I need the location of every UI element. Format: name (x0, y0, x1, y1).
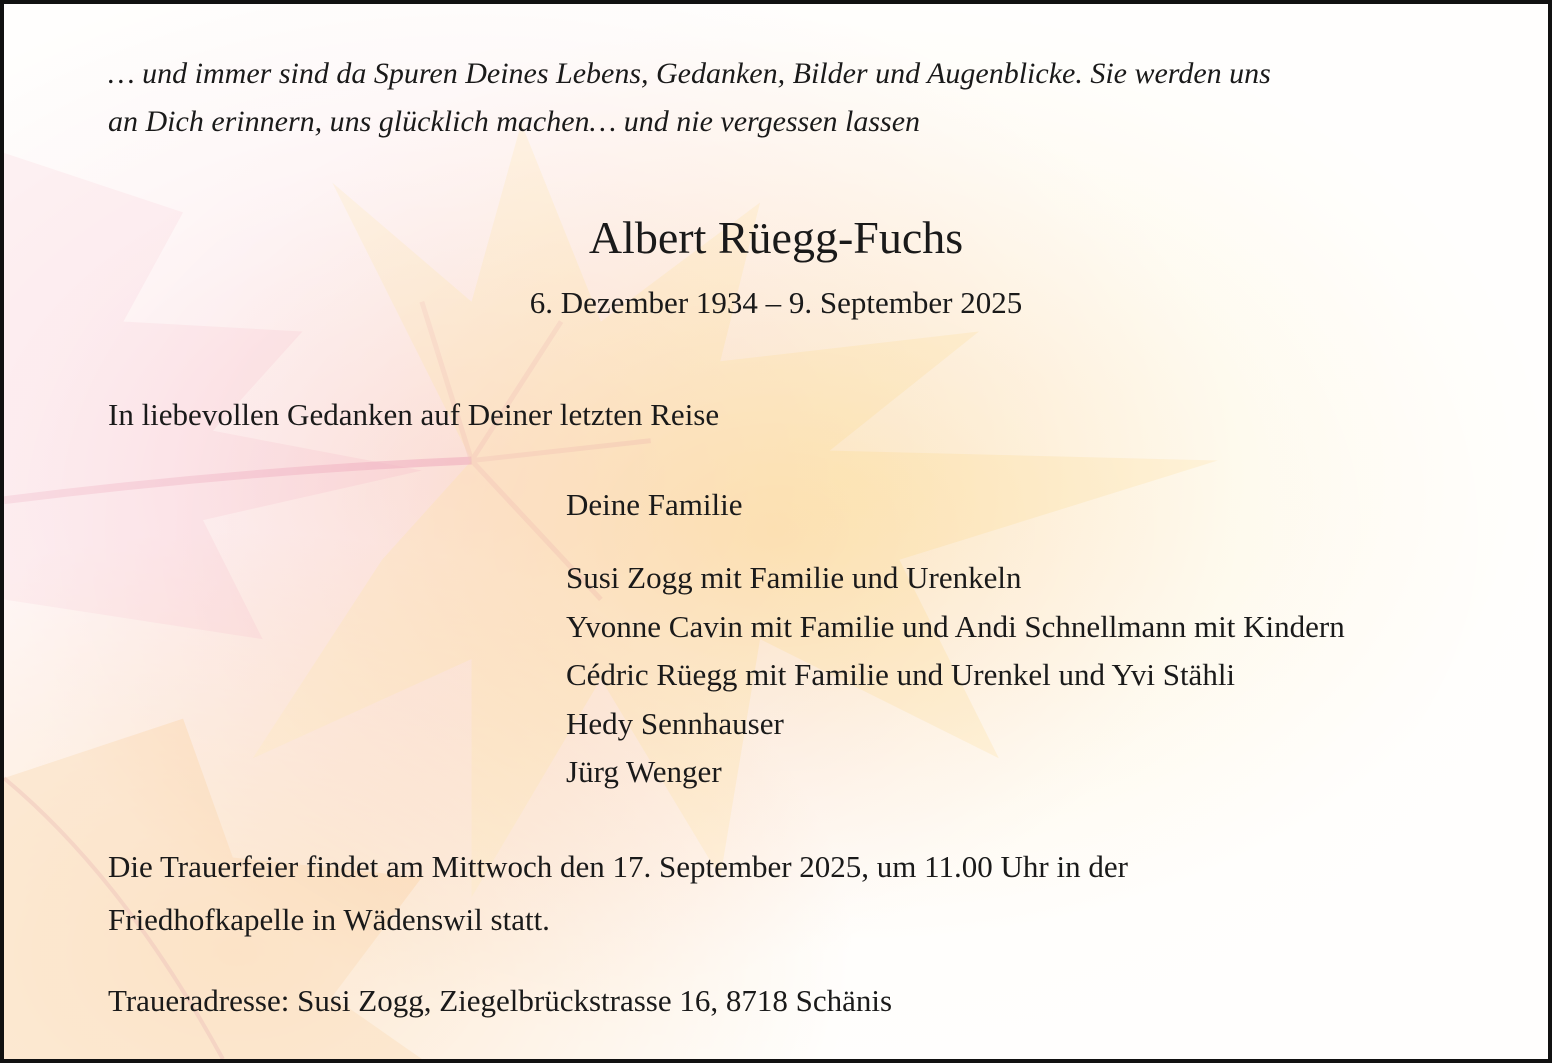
family-member: Susi Zogg mit Familie und Urenkeln (566, 560, 1022, 595)
funeral-service-line: Friedhofkapelle in Wädenswil statt. (108, 902, 550, 937)
life-dates: 6. Dezember 1934 – 9. September 2025 (529, 285, 1023, 320)
memorial-quote-line: an Dich erinnern, uns glücklich machen… und nie vergessen lassen (108, 105, 921, 138)
intro-text: In liebevollen Gedanken auf Deiner letzten Reise (108, 397, 720, 432)
mourning-address: Traueradresse: Susi Zogg, Ziegelbrückstrasse 16, 8718 Schänis (108, 983, 893, 1018)
memorial-quote (108, 50, 1468, 146)
family-members-list (566, 554, 1345, 797)
obituary-content (4, 4, 1548, 1059)
family-heading: Deine Familie (566, 487, 743, 522)
funeral-service-line: Die Trauerfeier findet am Mittwoch den 17. September 2025, um 11.00 Uhr in der (108, 849, 1128, 884)
family-member: Jürg Wenger (566, 754, 722, 789)
deceased-name: Albert Rüegg-Fuchs (588, 212, 964, 263)
memorial-quote-line: … und immer sind da Spuren Deines Lebens, Gedanken, Bilder und Augenblicke. Sie werden uns (108, 57, 1271, 90)
family-member: Yvonne Cavin mit Familie und Andi Schnellmann mit Kindern (566, 608, 1345, 644)
family-member: Hedy Sennhauser (566, 705, 784, 741)
funeral-service-info (108, 840, 1408, 946)
family-member: Cédric Rüegg mit Familie und Urenkel und Yvi Stähli (566, 657, 1236, 692)
